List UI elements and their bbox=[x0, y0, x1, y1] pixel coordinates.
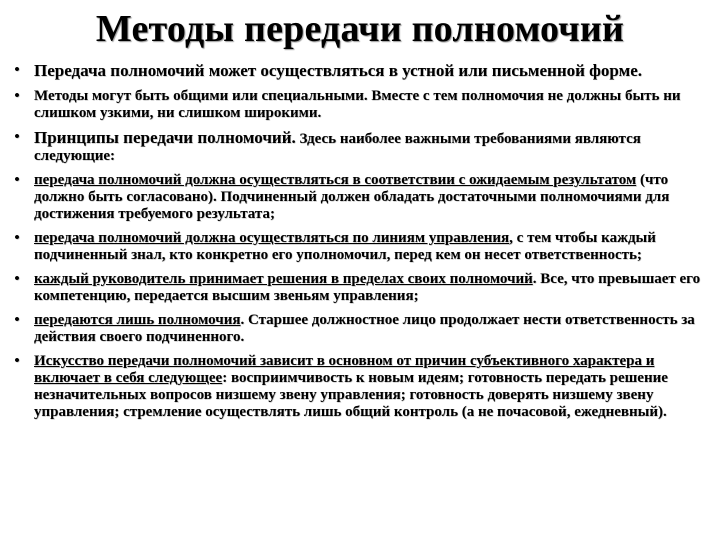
bullet-item bbox=[10, 172, 712, 223]
bullet-text: (что должно быть согласовано). Подчиненный должен обладать достаточными полномочиями для достижения требуемого результата; bbox=[34, 172, 670, 222]
bullet-lead-text: Принципы передачи полномочий. bbox=[34, 128, 296, 147]
bullet-item bbox=[10, 312, 712, 346]
bullet-icon: • bbox=[14, 353, 20, 369]
bullet-item bbox=[10, 271, 712, 305]
bullet-icon: • bbox=[14, 230, 20, 246]
bullet-underlined-text: передаются лишь полномочия bbox=[34, 312, 241, 328]
slide-title: Методы передачи полномочий bbox=[95, 8, 625, 50]
bullet-item bbox=[10, 88, 712, 122]
bullet-icon: • bbox=[14, 129, 20, 145]
bullet-underlined-text: передача полномочий должна осуществляться по линиям управления bbox=[34, 230, 510, 246]
bullet-underlined-text: Искусство передачи полномочий зависит в основном от причин субъективного характера и включает в себя следующее bbox=[34, 353, 655, 386]
bullet-icon: • bbox=[14, 88, 20, 104]
bullet-text: Здесь наиболее важными требованиями являются следующие: bbox=[34, 131, 641, 164]
bullet-icon: • bbox=[14, 62, 20, 78]
bullet-icon: • bbox=[14, 172, 20, 188]
bullet-icon: • bbox=[14, 312, 20, 328]
bullet-text: . Все, что превышает его компетенцию, передается высшим звеньям управления; bbox=[34, 271, 701, 304]
bullet-item bbox=[10, 230, 712, 264]
bullet-item bbox=[10, 129, 712, 165]
bullet-underlined-text: передача полномочий должна осуществляться в соответствии с ожидаемым результатом bbox=[34, 172, 637, 188]
bullet-item bbox=[10, 61, 712, 80]
bullet-underlined-text: каждый руководитель принимает решения в пределах своих полномочий bbox=[34, 271, 533, 287]
bullet-text: . Старшее должностное лицо продолжает нести ответственность за действия своего подчиненного. bbox=[34, 312, 695, 345]
bullet-icon: • bbox=[14, 271, 20, 287]
bullet-list bbox=[10, 61, 712, 428]
bullet-text: : восприимчивость к новым идеям; готовность передать решение незначительных вопросов низшему звену управления; готовность доверять низшему звену управления; стремление осуществлять лишь общий контроль (а не почасовой, ежедневный). bbox=[34, 370, 668, 420]
bullet-text: Передача полномочий может осуществляться в устной или письменной форме. bbox=[34, 61, 642, 80]
bullet-text: Методы могут быть общими или специальными. Вместе с тем полномочия не должны быть ни слишком узкими, ни слишком широкими. bbox=[34, 88, 681, 121]
bullet-text: , с тем чтобы каждый подчиненный знал, кто конкретно его уполномочил, перед кем он несет ответственность; bbox=[34, 230, 656, 263]
bullet-item bbox=[10, 353, 712, 421]
